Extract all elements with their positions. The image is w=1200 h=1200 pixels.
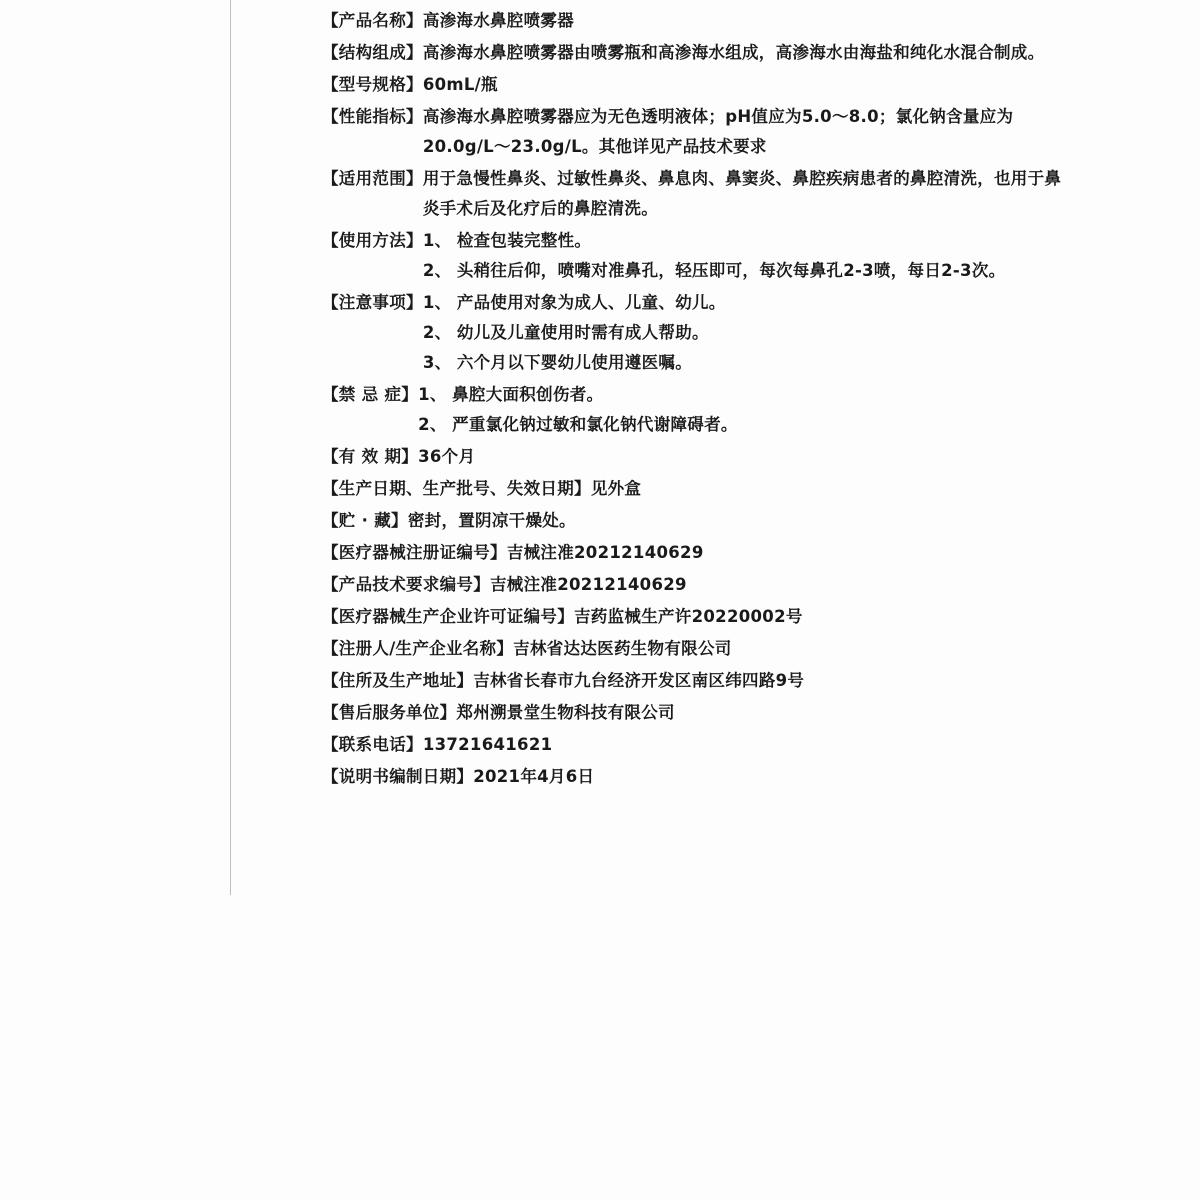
precautions-list — [423, 288, 1062, 378]
entry-label: 【产品技术要求编号】 — [322, 575, 490, 594]
entry-validity — [322, 442, 1062, 472]
entry-label: 【性能指标】 — [322, 107, 423, 126]
fold-line — [230, 0, 231, 895]
entry-value: 13721641621 — [422, 735, 553, 754]
entry-value: 36个月 — [418, 447, 476, 466]
list-text: 幼儿及儿童使用时需有成人帮助。 — [456, 323, 709, 342]
list-text: 六个月以下婴幼儿使用遵医嘱。 — [456, 353, 693, 372]
list-number: 1、 — [422, 231, 452, 250]
list-item — [423, 318, 1062, 348]
list-number: 1、 — [418, 385, 447, 404]
entry-value: 60mL/瓶 — [422, 75, 498, 94]
list-number: 3、 — [422, 353, 452, 372]
entry-label: 【产品名称】 — [322, 11, 423, 30]
entry-value: 吉药监械生产许20220002号 — [574, 607, 803, 626]
entry-value: 高渗海水鼻腔喷雾器 — [422, 11, 575, 30]
list-number: 2、 — [418, 415, 447, 434]
entry-label: 【贮 · 藏】 — [322, 511, 408, 530]
entry-value: 吉械注准20212140629 — [490, 575, 687, 594]
entry-phone — [322, 730, 1062, 760]
entry-value: 吉械注准20212140629 — [506, 543, 704, 562]
list-text: 头稍往后仰，喷嘴对准鼻孔，轻压即可，每次每鼻孔2-3喷，每日2-3次。 — [456, 261, 1006, 280]
entry-label: 【使用方法】 — [322, 231, 423, 250]
entry-label: 【住所及生产地址】 — [322, 671, 474, 690]
entry-label: 【注意事项】 — [322, 293, 423, 312]
entry-label: 【售后服务单位】 — [322, 703, 457, 722]
entry-value: 吉林省达达医药生物有限公司 — [513, 639, 732, 658]
entry-product-name — [322, 6, 1062, 36]
entry-performance — [322, 102, 1062, 162]
list-number: 2、 — [422, 261, 452, 280]
entry-manufacturing-license — [322, 602, 1062, 632]
entry-label: 【注册人/生产企业名称】 — [322, 639, 514, 658]
entry-tech-requirement-no — [322, 570, 1062, 600]
usage-list — [423, 226, 1062, 286]
list-text: 检查包装完整性。 — [456, 231, 592, 250]
entry-label: 【医疗器械生产企业许可证编号】 — [322, 607, 574, 626]
list-item — [423, 348, 1062, 378]
entry-label: 【结构组成】 — [322, 43, 423, 62]
entry-label: 【有 效 期】 — [322, 447, 419, 466]
entry-registrant — [322, 634, 1062, 664]
entry-value: 吉林省长春市九台经济开发区南区纬四路9号 — [473, 671, 805, 690]
entry-label: 【说明书编制日期】 — [322, 767, 474, 786]
entry-compile-date — [322, 762, 1062, 792]
entry-contraindications — [322, 380, 1062, 440]
entry-value: 高渗海水鼻腔喷雾器由喷雾瓶和高渗海水组成，高渗海水由海盐和纯化水混合制成。 — [422, 43, 1045, 62]
entry-storage — [322, 506, 1062, 536]
list-item — [423, 226, 1062, 256]
entry-value: 高渗海水鼻腔喷雾器应为无色透明液体；pH值应为5.0～8.0；氯化钠含量应为20.0g/L～23.0g/L。其他详见产品技术要求 — [422, 107, 1014, 156]
entry-label: 【禁 忌 症】 — [322, 385, 419, 404]
entry-label: 【型号规格】 — [322, 75, 423, 94]
entry-model-spec — [322, 70, 1062, 100]
entry-value: 密封，置阴凉干燥处。 — [407, 511, 576, 530]
entry-registration-no — [322, 538, 1062, 568]
entry-usage — [322, 226, 1062, 286]
entry-value: 郑州溯景堂生物科技有限公司 — [456, 703, 675, 722]
list-text: 鼻腔大面积创伤者。 — [452, 385, 604, 404]
entry-label: 【生产日期、生产批号、失效日期】 — [322, 479, 591, 498]
entry-value: 见外盒 — [590, 479, 642, 498]
entry-scope — [322, 164, 1062, 224]
entry-label: 【联系电话】 — [322, 735, 423, 754]
list-item — [423, 288, 1062, 318]
list-text: 产品使用对象为成人、儿童、幼儿。 — [456, 293, 726, 312]
entry-structure — [322, 38, 1062, 68]
entry-value: 2021年4月6日 — [473, 767, 595, 786]
entry-production-date — [322, 474, 1062, 504]
list-item — [418, 410, 1062, 440]
entry-address — [322, 666, 1062, 696]
entry-value: 用于急慢性鼻炎、过敏性鼻炎、鼻息肉、鼻窦炎、鼻腔疾病患者的鼻腔清洗，也用于鼻炎手术后及化疗后的鼻腔清洗。 — [422, 169, 1062, 218]
entry-after-sales — [322, 698, 1062, 728]
list-number: 1、 — [422, 293, 452, 312]
list-text: 严重氯化钠过敏和氯化钠代谢障碍者。 — [452, 415, 738, 434]
list-item — [423, 256, 1062, 286]
list-item — [418, 380, 1062, 410]
contraindications-list — [418, 380, 1062, 440]
entry-label: 【适用范围】 — [322, 169, 423, 188]
instruction-content — [322, 6, 1062, 794]
entry-label: 【医疗器械注册证编号】 — [322, 543, 507, 562]
list-number: 2、 — [422, 323, 452, 342]
entry-precautions — [322, 288, 1062, 378]
